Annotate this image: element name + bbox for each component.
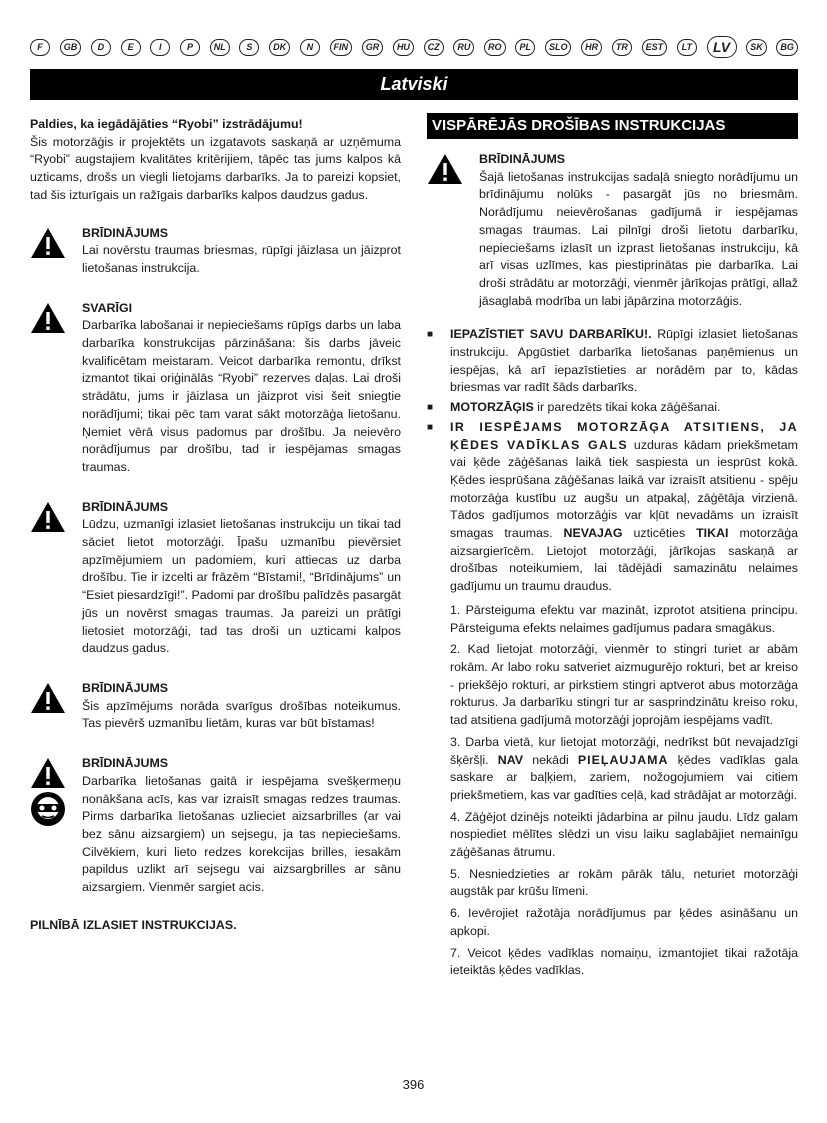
read-instructions-note: PILNĪBĀ IZLASIET INSTRUKCIJAS. — [30, 917, 237, 932]
bullet-square-icon: ■ — [427, 329, 434, 341]
warning-heading: BRĪDINĀJUMS — [82, 680, 169, 695]
warning-heading: BRĪDINĀJUMS — [479, 152, 566, 166]
warning-heading: BRĪDINĀJUMS — [82, 225, 169, 240]
bullet-know-tool — [427, 326, 798, 397]
warning-text: Šajā lietošanas instrukcijas sadaļā sniegto norādījumu un brīdinājumu nolūks - pasargāt jūs no briesmām. Norādījumu neievērošanas gadījumā ir iespējamas smagas traumas. Lai pilnīgi droši lietotu darbarīku, nepieciešams izlasīt un izprast lietošanas instrukciju, kā arī visas uzlīmes, kas piestiprinātas pie darbarīka. Lai droši strādātu ar motorzāģi, vienmēr jārīkojas prātīgi, allaž jāsaglabā modrība un labi jāpārzina motorzāģis. — [479, 169, 798, 308]
left-column — [30, 116, 401, 947]
page-number: 396 — [402, 1077, 425, 1092]
bullet-square-icon: ■ — [427, 421, 434, 433]
lang-tab-slo[interactable]: SLO — [545, 39, 572, 56]
lang-tab-i[interactable]: I — [150, 39, 170, 56]
lang-tab-p[interactable]: P — [180, 39, 200, 56]
general-warning-block — [427, 151, 798, 310]
bullet-bold: MOTORZĀĢIS — [450, 400, 534, 415]
lang-tab-ro[interactable]: RO — [484, 39, 506, 56]
lang-tab-dk[interactable]: DK — [269, 39, 290, 56]
page-title: Latviski — [30, 69, 798, 100]
bullet-kickback — [427, 419, 798, 596]
lang-tab-cz[interactable]: CZ — [424, 39, 444, 56]
warning-heading: BRĪDINĀJUMS — [82, 499, 169, 514]
bullet-wood-only — [427, 399, 798, 417]
lang-tab-d[interactable]: D — [91, 39, 111, 56]
lang-tab-e[interactable]: E — [121, 39, 141, 56]
lang-tab-sk[interactable]: SK — [746, 39, 767, 56]
warning-heading: BRĪDINĀJUMS — [82, 756, 169, 771]
item-text: ķēdes vadīklas gala saskare ar baļķiem, zariem, nožogojumiem vai citiem priekšmetiem, kas var gadīties ceļā, kad strādājat ar motorzāģi. — [450, 752, 798, 802]
warning-block — [30, 680, 401, 733]
bullet-text: uzticēties — [622, 526, 697, 541]
lang-tab-f[interactable]: F — [30, 39, 50, 56]
important-text: Darbarīka labošanai ir nepieciešams rūpīgs darbs un laba darbarīka konstrukcijas pārzināšana: šis darbs jāveic kvalificētam meistaram. Veicot darbarīka remontu, drīkst izmantot tikai oriģinālās “Ryobi” rezerves daļas. Lai droši strādātu, jums ir jāizlasa un jāizprot visi šeit sniegtie norādījumi; tikai pēc tam varat sākt motorzāģa lietošanu. Ņemiet vērā visus padomus par drošību. Ja neievēro norādījumus par drošību, tad ir iespējamas smagas traumas. — [82, 318, 401, 474]
warning-text: Darbarīka lietošanas gaitā ir iespējama svešķermeņu nonākšana acīs, kas var izraisīt smagas redzes traumas. Pirms darbarīka lietošanas uzlieciet aizsarbrilles (ar vai bez sānu aizsargiem) un sejsegu, ja tas nepieciešams. Cilvēkiem, kuri lieto redzes korekcijas brilles, iesakām papildus uzlikt arī sejsegu vai aizsargbrilles ar sānu aizsargiem. Vienmēr sargiet acis. — [82, 773, 401, 895]
lang-tab-ru[interactable]: RU — [453, 39, 474, 56]
numbered-item-2: 2. Kad lietojat motorzāģi, vienmēr to stingri turiet ar abām rokām. Ar labo roku satveriet aizmugurējo rokturi, bet ar kreiso - priekšējo rokturi, ar pirkstiem stingri aptverot abus motorzāģa rokturus. Ja darbarīku stingri tur ar sasprindzinātu kreiso roku, tad atsitiena gadījumā motorzāģi joprojām iespējams vadīt. — [450, 642, 798, 728]
warning-text: Lai novērstu traumas briesmas, rūpīgi jāizlasa un jāizprot lietošanas instrukcija. — [82, 243, 401, 275]
lang-tab-bg[interactable]: BG — [776, 39, 798, 56]
numbered-item-4: 4. Zāģējot dzinējs noteikti jādarbina ar pilnu jaudu. Līdz galam nospiediet mēlītes slēdzi un visu laiku saglabājiet nemainīgu zāģēšanas ātrumu. — [450, 809, 798, 860]
bullet-text: uzduras kādam priekšmetam vai ķēde zāģēšanas laikā tiek saspiesta un iesprūst kokā. Ķēdes iesprūšana zāģēšanas laikā var izraisīt atsitienu - spēju motorzāģa kustību uz augšu un atpakaļ, zāģētāja virzienā. Tādos gadījumos motorzāģis var kļūt nevadāms un izraisīt smagas traumas. — [450, 437, 798, 541]
item-bold-nav: NAV — [497, 752, 523, 767]
intro-heading: Paldies, ka iegādājāties “Ryobi” izstrādājumu! — [30, 117, 303, 131]
lang-tab-s[interactable]: S — [239, 39, 259, 56]
numbered-item-3 — [450, 734, 798, 805]
numbered-item-7: 7. Veicot ķēdes vadīklas nomaiņu, izmantojiet tikai ražotāja ieteiktās ķēdes vadīklas. — [450, 945, 798, 978]
language-bar — [30, 36, 798, 58]
bullet-bold: IEPAZĪSTIET SAVU DARBARĪKU!. — [450, 327, 652, 342]
section-heading: VISPĀRĒJĀS DROŠĪBAS INSTRUKCIJAS — [427, 113, 798, 139]
eye-protection-block — [30, 755, 401, 897]
warning-triangle-icon — [30, 300, 82, 477]
lang-tab-pl[interactable]: PL — [515, 39, 535, 56]
bullet-bold-nevajag: NEVAJAG — [563, 526, 623, 541]
lang-tab-lv-active[interactable]: LV — [707, 36, 737, 58]
lang-tab-n[interactable]: N — [300, 39, 320, 56]
lang-tab-lt[interactable]: LT — [677, 39, 697, 56]
lang-tab-gb[interactable]: GB — [60, 39, 82, 56]
lang-tab-hr[interactable]: HR — [581, 39, 602, 56]
right-column — [427, 113, 798, 984]
item-text: 3. Darba vietā, kur lietojat motorzāģi, nedrīkst būt nevajadzīgi šķēršļi. — [450, 734, 798, 767]
bullet-bold: IR IESPĒJAMS MOTORZĀĢA ATSITIENS, JA ĶĒDES VADĪKLAS GALS — [450, 419, 798, 452]
lang-tab-est[interactable]: EST — [642, 39, 668, 56]
numbered-item-6: 6. Ievērojiet ražotāja norādījumus par ķēdes asināšanu un apkopi. — [450, 906, 798, 938]
lang-tab-hu[interactable]: HU — [393, 39, 414, 56]
important-block — [30, 300, 401, 477]
warning-triangle-icon — [30, 680, 82, 733]
warning-block — [30, 225, 401, 278]
bullet-text: motorzāģa aizsargierīcēm. Lietojot motorzāģi, jārīkojas saskaņā ar drošības noteikumiem, lai tādējādi samazinātu nelaimes gadījumu un traumu draudus. — [450, 526, 798, 594]
lang-tab-tr[interactable]: TR — [612, 39, 632, 56]
warning-triangle-icon — [30, 757, 66, 789]
warning-triangle-icon — [30, 499, 82, 658]
safety-goggles-icon — [30, 791, 66, 827]
warning-triangle-icon — [427, 151, 479, 310]
intro-text: Šis motorzāģis ir projektēts un izgatavots saskaņā ar uzņēmuma “Ryobi” augstajiem kvalitātes kritērijiem, tāpēc tas jums kalpos kā uzticams, drošs un viegli lietojams darbarīks. Ja to pareizi kopsiet, tad šis izturīgais un ražīgais darbarīks kalpos daudzus gadus. — [30, 134, 401, 202]
lang-tab-gr[interactable]: GR — [362, 39, 384, 56]
bullet-bold-tikai: TIKAI — [696, 526, 729, 541]
important-heading: SVARĪGI — [82, 300, 133, 315]
warning-triangle-icon — [30, 225, 82, 278]
warning-text: Lūdzu, uzmanīgi izlasiet lietošanas instrukciju un tikai tad sāciet lietot motorzāģi. Īpašu uzmanību pievērsiet apzīmējumiem un padomiem, kuri attiecas uz darba drošību. Tie ir izcelti ar frāzēm “Bīstami!, “Brīdinājums” un “Esiet piesardzīgi!”. Padomi par drošību palīdzēs pasargāt jūs un novērst smagas traumas. Ja pareizi un prātīgi lietosiet motorzāģi, tad tas droši un uzticami kalpos daudzus gadus. — [82, 517, 401, 656]
bullet-text: ir paredzēts tikai koka zāģēšanai. — [533, 400, 721, 415]
item-bold-pielaujama: PIEĻAUJAMA — [577, 752, 669, 767]
lang-tab-nl[interactable]: NL — [210, 39, 230, 56]
bullet-square-icon: ■ — [427, 402, 434, 414]
warning-text: Šis apzīmējums norāda svarīgus drošības noteikumus. Tas pievērš uzmanību lietām, kuras var būt bīstamas! — [82, 698, 401, 731]
warning-block — [30, 499, 401, 658]
bullet-text: Rūpīgi izlasiet lietošanas instrukciju. Apgūstiet darbarīka lietošanas paņēmienus un iespējas, kā arī iepazīstieties ar norādēm par to, kādas briesmas var radīt šāds darbarīks. — [450, 327, 799, 395]
item-text: nekādi — [523, 752, 578, 767]
lang-tab-fin[interactable]: FIN — [330, 39, 353, 56]
numbered-item-5: 5. Nesniedzieties ar rokām pārāk tālu, neturiet motorzāģi augstāk par krūšu līmeni. — [450, 866, 798, 899]
numbered-item-1: 1. Pārsteiguma efektu var mazināt, izprotot atsitiena principu. Pārsteiguma efekts nelaimes gadījumus padara smagākus. — [450, 602, 798, 635]
